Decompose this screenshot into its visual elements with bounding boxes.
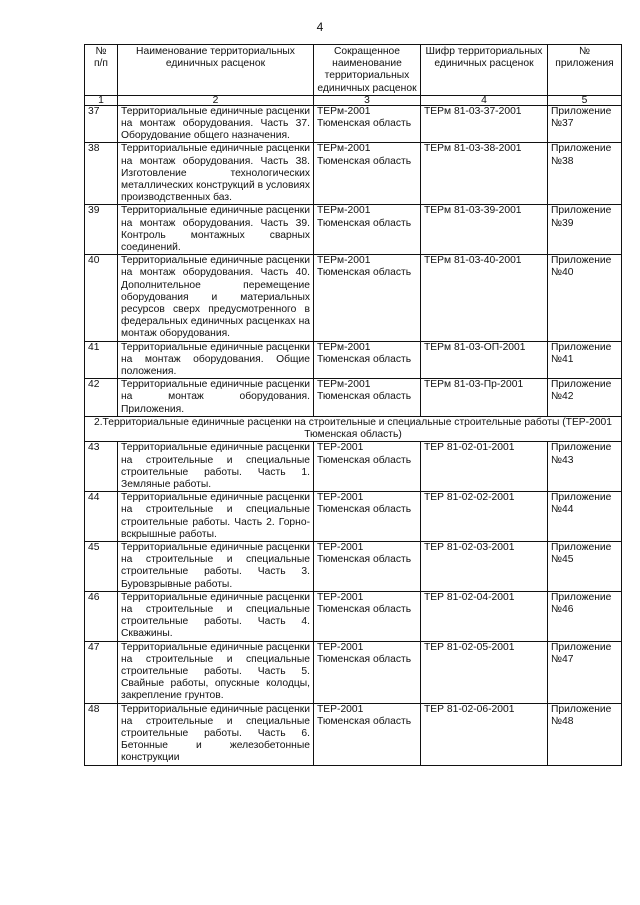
row-name: Территориальные единичные расценки на строительные и специальные строительные работы. Часть 3. Буровзрывные работы.	[118, 541, 314, 591]
row-number: 39	[85, 205, 118, 255]
row-appendix: Приложение №48	[548, 703, 622, 765]
row-number: 42	[85, 379, 118, 417]
table-row	[85, 591, 622, 641]
row-appendix: Приложение №42	[548, 379, 622, 417]
row-appendix: Приложение №47	[548, 641, 622, 703]
row-code: ТЕР 81-02-06-2001	[421, 703, 548, 765]
row-number: 43	[85, 442, 118, 492]
section-title: 2.Территориальные единичные расценки на строительные и специальные строительные работы (ТЕР-2001 Тюменская область)	[85, 416, 622, 441]
table-row	[85, 105, 622, 143]
page-number: 4	[316, 20, 324, 34]
row-appendix: Приложение №44	[548, 492, 622, 542]
row-appendix: Приложение №45	[548, 541, 622, 591]
row-code: ТЕРм 81-03-39-2001	[421, 205, 548, 255]
column-number: 3	[314, 95, 421, 105]
row-appendix: Приложение №43	[548, 442, 622, 492]
table-row	[85, 641, 622, 703]
row-name: Территориальные единичные расценки на монтаж оборудования. Часть 39. Контроль монтажных сварных соединений.	[118, 205, 314, 255]
row-code: ТЕРм 81-03-40-2001	[421, 255, 548, 341]
table-row	[85, 703, 622, 765]
row-short-name: ТЕР-2001 Тюменская область	[314, 591, 421, 641]
row-appendix: Приложение №40	[548, 255, 622, 341]
row-code: ТЕР 81-02-03-2001	[421, 541, 548, 591]
row-number: 48	[85, 703, 118, 765]
row-appendix: Приложение №39	[548, 205, 622, 255]
table-row	[85, 492, 622, 542]
row-short-name: ТЕРм-2001 Тюменская область	[314, 341, 421, 379]
column-number: 1	[85, 95, 118, 105]
row-name: Территориальные единичные расценки на строительные и специальные строительные работы. Часть 1. Земляные работы.	[118, 442, 314, 492]
row-number: 47	[85, 641, 118, 703]
row-code: ТЕР 81-02-05-2001	[421, 641, 548, 703]
row-short-name: ТЕР-2001 Тюменская область	[314, 641, 421, 703]
row-short-name: ТЕРм-2001 Тюменская область	[314, 105, 421, 143]
row-number: 40	[85, 255, 118, 341]
header-number	[85, 45, 118, 96]
row-code: ТЕРм 81-03-37-2001	[421, 105, 548, 143]
row-code: ТЕРм 81-03-Пр-2001	[421, 379, 548, 417]
row-number: 41	[85, 341, 118, 379]
row-code: ТЕР 81-02-01-2001	[421, 442, 548, 492]
row-code: ТЕР 81-02-04-2001	[421, 591, 548, 641]
header-number-label: № п/п	[93, 46, 108, 70]
row-short-name: ТЕР-2001 Тюменская область	[314, 492, 421, 542]
row-code: ТЕРм 81-03-ОП-2001	[421, 341, 548, 379]
row-name: Территориальные единичные расценки на монтаж оборудования. Часть 40. Дополнительное перемещение оборудования и материальных ресурсов сверх предусмотренного в федеральных единичных расценках на монтаж оборудования.	[118, 255, 314, 341]
row-name: Территориальные единичные расценки на строительные и специальные строительные работы. Часть 6. Бетонные и железобетонные конструкции	[118, 703, 314, 765]
column-number: 4	[421, 95, 548, 105]
row-short-name: ТЕРм-2001 Тюменская область	[314, 143, 421, 205]
row-name: Территориальные единичные расценки на монтаж оборудования. Общие положения.	[118, 341, 314, 379]
row-short-name: ТЕР-2001 Тюменская область	[314, 703, 421, 765]
table-row	[85, 255, 622, 341]
part1-rows	[85, 105, 622, 416]
column-number: 2	[118, 95, 314, 105]
header-name: Наименование территориальных единичных расценок	[118, 45, 314, 96]
part2-rows	[85, 442, 622, 765]
header-short-name: Сокращенное наименование территориальных единичных расценок	[314, 45, 421, 96]
row-appendix: Приложение №38	[548, 143, 622, 205]
section-row	[85, 416, 622, 441]
table-row	[85, 205, 622, 255]
row-short-name: ТЕРм-2001 Тюменская область	[314, 379, 421, 417]
table-row	[85, 341, 622, 379]
row-appendix: Приложение №37	[548, 105, 622, 143]
table-row	[85, 143, 622, 205]
row-number: 38	[85, 143, 118, 205]
column-numbers-row	[85, 95, 622, 105]
table-row	[85, 379, 622, 417]
table-row	[85, 541, 622, 591]
row-number: 37	[85, 105, 118, 143]
row-name: Территориальные единичные расценки на монтаж оборудования. Часть 38. Изготовление технологических металлических конструкций в условиях производственных баз.	[118, 143, 314, 205]
row-name: Территориальные единичные расценки на монтаж оборудования. Приложения.	[118, 379, 314, 417]
row-short-name: ТЕР-2001 Тюменская область	[314, 442, 421, 492]
row-number: 44	[85, 492, 118, 542]
row-number: 46	[85, 591, 118, 641]
rates-table	[84, 44, 622, 766]
header-appendix: № приложения	[548, 45, 622, 96]
row-short-name: ТЕР-2001 Тюменская область	[314, 541, 421, 591]
row-short-name: ТЕРм-2001 Тюменская область	[314, 205, 421, 255]
row-number: 45	[85, 541, 118, 591]
column-number: 5	[548, 95, 622, 105]
table-row	[85, 442, 622, 492]
row-appendix: Приложение №46	[548, 591, 622, 641]
row-short-name: ТЕРм-2001 Тюменская область	[314, 255, 421, 341]
row-name: Территориальные единичные расценки на строительные и специальные строительные работы. Часть 2. Горно-вскрышные работы.	[118, 492, 314, 542]
header-row	[85, 45, 622, 96]
row-name: Территориальные единичные расценки на строительные и специальные строительные работы. Часть 5. Свайные работы, опускные колодцы, закрепление грунтов.	[118, 641, 314, 703]
row-name: Территориальные единичные расценки на монтаж оборудования. Часть 37. Оборудование общего назначения.	[118, 105, 314, 143]
row-code: ТЕР 81-02-02-2001	[421, 492, 548, 542]
row-name: Территориальные единичные расценки на строительные и специальные строительные работы. Часть 4. Скважины.	[118, 591, 314, 641]
header-code: Шифр территориальных единичных расценок	[421, 45, 548, 96]
row-code: ТЕРм 81-03-38-2001	[421, 143, 548, 205]
row-appendix: Приложение №41	[548, 341, 622, 379]
